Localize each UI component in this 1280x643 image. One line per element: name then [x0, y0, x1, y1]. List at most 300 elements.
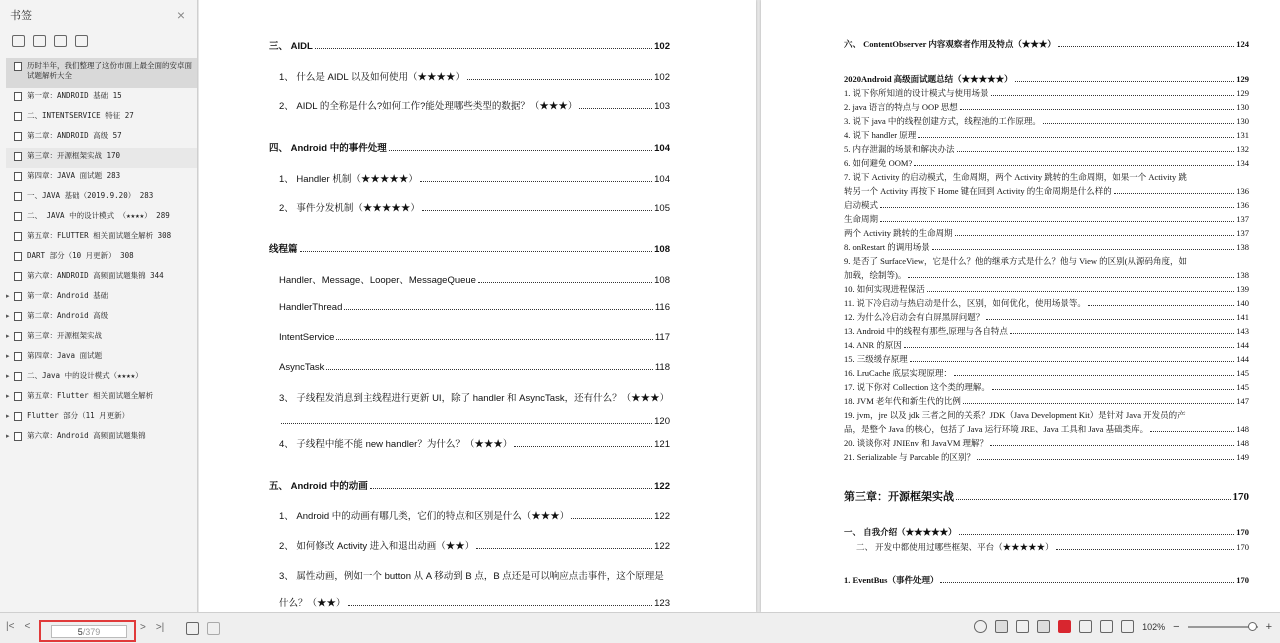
bookmark-item[interactable] [6, 128, 197, 148]
toc-entry[interactable] [844, 437, 1249, 449]
toc-leader [571, 511, 652, 519]
toc-entry-text: 1、 Android 中的动画有哪几类，它们的特点和区别是什么（★★★） [279, 511, 570, 522]
bookmark-label: 第三章：开源框架实战 [27, 331, 102, 340]
toc-entry-text: 2020Android 高级面试题总结（★★★★★） [844, 74, 1013, 84]
toc-entry-text: HandlerThread [279, 302, 343, 313]
toc-leader [908, 270, 1234, 278]
eye-icon[interactable] [974, 620, 987, 633]
toc-leader [955, 228, 1235, 236]
toc-leader [344, 302, 652, 310]
toc-entry-text: 线程篇 [269, 244, 298, 255]
page-nav-right [140, 622, 164, 633]
toc-entry[interactable] [269, 140, 670, 154]
toc-leader [880, 214, 1234, 222]
toc-entry-text: 三、 AIDL [269, 41, 313, 52]
toc-entry-text: 3. 说下 java 中的线程创建方式，线程池的工作原理。 [844, 116, 1041, 126]
toc-leader [467, 72, 652, 80]
toc-page-number: 116 [654, 302, 670, 313]
page-number-input[interactable] [51, 625, 127, 638]
toc-entry[interactable] [844, 269, 1249, 281]
toc-entry[interactable] [844, 143, 1249, 155]
page-nav [6, 621, 30, 632]
toc-page-number: 136 [1236, 186, 1249, 196]
toc-leader [476, 541, 652, 549]
toc-entry-text: 六、 ContentObserver 内容观察者作用及特点（★★★） [844, 39, 1056, 49]
bookmark-page-icon [14, 272, 22, 281]
next-page-icon[interactable]: > [140, 622, 146, 633]
bookmark-label: 二、INTENTSERVICE 特征 27 [27, 111, 134, 120]
two-page-icon[interactable] [1037, 620, 1050, 633]
bookmark-page-icon [14, 312, 22, 321]
toc-entry[interactable] [279, 436, 670, 450]
toc-page-number: 132 [1236, 144, 1249, 154]
toc-page-number: 137 [1236, 228, 1249, 238]
prev-page-icon[interactable]: < [24, 621, 31, 632]
toc-entry-text: 2. java 语言的特点与 OOP 思想 [844, 102, 958, 112]
spacer [6, 171, 14, 172]
toc-entry-text: 什么？（★★） [279, 598, 346, 609]
toc-entry-text: 7. 说下 Activity 的启动模式，生命周期，两个 Activity 跳转的生命周期，如果一个 Activity 跳 [844, 172, 1187, 182]
fit-page-icon[interactable] [1100, 620, 1113, 633]
toc-entry[interactable] [269, 38, 670, 52]
toc-entry-text: 3、 属性动画，例如一个 button 从 A 移动到 B 点，B 点还是可以响应点击事件，这个原理是 [279, 571, 664, 582]
bookmark-item[interactable] [6, 328, 197, 348]
toc-page-number: 134 [1236, 158, 1249, 168]
toc-page-number: 131 [1236, 130, 1249, 140]
spacer [6, 231, 14, 232]
actual-size-icon[interactable] [1121, 620, 1134, 633]
bookmark-item[interactable] [6, 408, 197, 428]
toc-entry[interactable] [844, 367, 1249, 379]
toc-leader [478, 275, 652, 283]
toc-page-number: 123 [654, 598, 670, 609]
spacer [6, 151, 14, 152]
toc-page-number: 105 [654, 203, 670, 214]
toc-page-number: 122 [654, 481, 670, 492]
toc-entry[interactable] [279, 69, 670, 83]
toc-entry[interactable] [844, 574, 1249, 586]
bookmark-page-icon [14, 432, 22, 441]
toc-leader [957, 144, 1235, 152]
toc-page-number: 144 [1236, 354, 1249, 364]
toc-entry[interactable] [844, 353, 1249, 365]
toc-entry-text: 1. 说下你所知道的设计模式与使用场景 [844, 88, 989, 98]
toc-page-number: 145 [1236, 382, 1249, 392]
toc-page-number: 103 [654, 101, 670, 112]
toc-leader [910, 354, 1234, 362]
toc-leader [992, 382, 1234, 390]
play-icon[interactable] [1058, 620, 1071, 633]
toc-page-number: 170 [1236, 527, 1249, 537]
bookmark-icon[interactable] [75, 35, 88, 47]
toc-page-number: 117 [654, 332, 670, 343]
toc-page-number: 148 [1236, 438, 1249, 448]
toc-entry-text: 加载，绘制等)。 [844, 270, 907, 280]
expand-arrow-icon[interactable]: ▸ [6, 333, 10, 340]
toc-page-number: 121 [654, 439, 670, 450]
toc-entry-text: 3、 子线程发消息到主线程进行更新 UI，除了 handler 和 AsyncTask，还有什么？（★★★） [279, 393, 670, 404]
toc-entry-text: 五、 Android 中的动画 [269, 481, 368, 492]
bookmark-panel [0, 0, 198, 612]
toc-entry[interactable] [844, 451, 1249, 463]
toc-leader [1088, 298, 1234, 306]
toc-entry-text: 第三章：开源框架实战 [844, 491, 954, 503]
bookmark-label: 二、 JAVA 中的设计模式 （★★★★） 289 [27, 211, 170, 220]
toc-entry-text: 四、 Android 中的事件处理 [269, 143, 387, 154]
bookmark-label: 二、Java 中的设计模式（★★★★） [27, 371, 143, 380]
bookmark-item[interactable] [6, 188, 197, 208]
bookmark-label: 第五章：Flutter 相关面试题全解析 [27, 391, 154, 400]
zoom-slider[interactable] [1188, 626, 1258, 628]
toc-entry[interactable] [844, 526, 1249, 538]
toc-leader [918, 130, 1234, 138]
toc-leader [1150, 424, 1234, 432]
toc-entry-text: 品，是整个 Java 的核心，包括了 Java 运行环境 JRE、Java 工具和 Java 基础类库。 [844, 424, 1149, 434]
spacer [6, 91, 14, 92]
toc-leader [389, 143, 652, 151]
toc-entry-text: 14. ANR 的原因 [844, 340, 902, 350]
toc-page-number: 139 [1236, 284, 1249, 294]
toc-page-number: 144 [1236, 340, 1249, 350]
bookmark-item[interactable] [6, 228, 197, 248]
toc-entry[interactable] [279, 302, 670, 313]
bookmark-page-icon [14, 62, 22, 71]
toc-leader [1015, 74, 1235, 82]
bookmark-label: 第四章：JAVA 面试题 283 [27, 171, 121, 180]
toc-leader [960, 102, 1235, 110]
expand-arrow-icon[interactable]: ▸ [6, 353, 10, 360]
toc-entry[interactable] [279, 390, 670, 404]
expand-arrow-icon[interactable]: ▸ [6, 373, 10, 380]
toc-entry[interactable] [844, 381, 1249, 393]
expand-arrow-icon[interactable]: ▸ [6, 293, 10, 300]
toc-entry-text: 生命周期 [844, 214, 879, 224]
toc-entry-text: IntentService [279, 332, 335, 343]
toc-entry-text: 4. 说下 handler 原理 [844, 130, 917, 140]
toc-page-number: 141 [1236, 312, 1249, 322]
toc-page-number: 136 [1236, 200, 1249, 210]
single-page-icon[interactable] [995, 620, 1008, 633]
toc-entry[interactable] [844, 38, 1249, 50]
toc-entry[interactable] [269, 241, 670, 255]
bookmark-label: 一、JAVA 基础（2019.9.20） 283 [27, 191, 154, 200]
toc-leader [422, 203, 652, 211]
expand-arrow-icon[interactable]: ▸ [6, 393, 10, 400]
forward-icon[interactable] [207, 622, 220, 635]
bookmark-page-icon [14, 252, 22, 261]
bookmark-page-icon [14, 92, 22, 101]
bookmark-label: 第二章：ANDROID 高级 57 [27, 131, 122, 140]
toc-leader [991, 88, 1235, 96]
toc-entry[interactable] [844, 297, 1249, 309]
bookmark-item[interactable] [6, 88, 197, 108]
zoom-level[interactable]: 102% [1142, 621, 1166, 632]
bookmark-item[interactable] [6, 288, 197, 308]
bookmark-page-icon [14, 132, 22, 141]
toc-leader [990, 438, 1234, 446]
toc-leader [956, 492, 1231, 500]
toc-leader [977, 452, 1234, 460]
toc-entry[interactable] [844, 199, 1249, 211]
bookmark-item[interactable] [6, 388, 197, 408]
bookmark-item[interactable] [6, 428, 197, 448]
toc-entry[interactable] [844, 409, 1249, 421]
toc-entry-text: 11. 说下冷启动与热启动是什么，区别，如何优化，使用场景等。 [844, 298, 1086, 308]
bookmark-toolbar [0, 30, 197, 52]
toc-entry[interactable] [844, 423, 1249, 435]
toc-entry-text: 启动模式 [844, 200, 879, 210]
bookmark-label: Flutter 部分（11 月更新） [27, 411, 130, 420]
bookmark-page-icon [14, 372, 22, 381]
toc-leader [370, 481, 652, 489]
toc-leader [932, 242, 1235, 250]
spacer [6, 61, 14, 62]
toc-entry[interactable] [279, 508, 670, 522]
view-tools [974, 620, 1272, 633]
document-viewport[interactable] [199, 0, 1280, 612]
toc-leader [1056, 542, 1235, 550]
toc-entry-text: 2、 如何修改 Activity 进入和退出动画（★★） [279, 541, 475, 552]
toc-page-number: 124 [1236, 39, 1249, 49]
bookmark-label: 第三章：开源框架实战 170 [27, 151, 121, 160]
bookmark-page-icon [14, 212, 22, 221]
bookmark-item[interactable] [6, 108, 197, 128]
zoom-knob[interactable] [1248, 622, 1257, 631]
toc-left [269, 38, 670, 608]
toc-entry[interactable] [844, 157, 1249, 169]
toc-entry[interactable] [844, 283, 1249, 295]
toc-leader [348, 598, 653, 606]
toc-entry[interactable] [844, 227, 1249, 239]
bookmark-label: 第一章：Android 基础 [27, 291, 109, 300]
toc-entry-text: 10. 如何实现进程保活 [844, 284, 925, 294]
bookmark-item[interactable] [6, 248, 197, 268]
spacer [6, 191, 14, 192]
toc-page-number: 147 [1236, 396, 1249, 406]
toc-entry[interactable] [844, 87, 1249, 99]
bookmark-header [0, 0, 197, 30]
toc-page-number: 122 [654, 541, 670, 552]
toc-page-number: 108 [654, 244, 670, 255]
toc-entry[interactable] [279, 595, 670, 609]
toc-entry[interactable] [844, 185, 1249, 197]
toc-page-number: 118 [654, 362, 670, 373]
toc-leader [880, 200, 1234, 208]
expand-all-icon[interactable] [12, 35, 25, 47]
toc-entry[interactable] [844, 241, 1249, 253]
toc-page-number: 104 [654, 174, 670, 185]
spacer [6, 211, 14, 212]
toc-page-number: 140 [1236, 298, 1249, 308]
toc-right [844, 38, 1249, 608]
toc-leader [927, 284, 1234, 292]
toc-leader [420, 174, 652, 182]
toc-entry[interactable] [844, 339, 1249, 351]
toc-entry[interactable] [279, 272, 670, 286]
toc-leader [986, 312, 1234, 320]
toc-entry[interactable] [279, 362, 670, 373]
toc-page-number: 170 [1232, 491, 1249, 503]
bookmark-page-icon [14, 192, 22, 201]
toc-entry[interactable] [844, 488, 1249, 504]
bookmark-item[interactable] [6, 168, 197, 188]
toc-entry[interactable] [279, 98, 670, 112]
spacer [6, 271, 14, 272]
page-indicator-highlight [39, 620, 136, 642]
toc-entry-text: 8. onRestart 的调用场景 [844, 242, 930, 252]
toc-entry[interactable] [279, 171, 670, 185]
bookmark-item[interactable] [6, 308, 197, 328]
toc-page-number: 138 [1236, 270, 1249, 280]
bookmark-item[interactable] [6, 58, 197, 88]
toc-leader [940, 575, 1234, 583]
toc-page-number: 149 [1236, 452, 1249, 462]
toc-page-number: 130 [1236, 102, 1249, 112]
pdf-page-right [761, 0, 1280, 612]
toc-page-number: 143 [1236, 326, 1249, 336]
toc-page-number: 137 [1236, 214, 1249, 224]
toc-entry[interactable] [269, 478, 670, 492]
spacer [6, 251, 14, 252]
bookmark-label: 历时半年，我们整理了这份市面上最全面的安卓面试题解析大全 [27, 61, 192, 80]
toc-entry[interactable] [844, 73, 1249, 85]
first-page-icon[interactable]: |< [6, 621, 15, 632]
bookmark-page-icon [14, 332, 22, 341]
bookmark-list [0, 58, 197, 448]
bookmark-label: 第六章：Android 高频面试题集锦 [27, 431, 146, 440]
toc-page-number: 102 [654, 72, 670, 83]
bookmark-label: 第二章：Android 高级 [27, 311, 109, 320]
toc-leader [954, 368, 1234, 376]
toc-entry-text: 5. 内存泄漏的场景和解决办法 [844, 144, 955, 154]
toc-entry-text: 转另一个 Activity 再按下 Home 键在回到 Activity 的生命周期是什么样的 [844, 186, 1112, 196]
toc-leader [904, 340, 1234, 348]
toc-entry-text: 6. 如何避免 OOM? [844, 158, 913, 168]
pdf-page-left [199, 0, 756, 612]
toc-entry[interactable] [844, 115, 1249, 127]
last-page-icon[interactable]: >| [155, 622, 165, 633]
toc-entry-text: 9. 是否了 SurfaceView，它是什么？他的继承方式是什么？他与 View 的区别(从源码角度，如 [844, 256, 1187, 266]
toc-entry[interactable] [279, 538, 670, 552]
spacer [6, 131, 14, 132]
toc-entry-text: 17. 说下你对 Collection 这个类的理解。 [844, 382, 990, 392]
expand-arrow-icon[interactable]: ▸ [6, 413, 10, 420]
expand-arrow-icon[interactable]: ▸ [6, 313, 10, 320]
close-icon[interactable]: × [176, 7, 185, 23]
toc-page-number: 129 [1236, 74, 1249, 84]
toc-entry-text: 4、 子线程中能不能 new handler？为什么？（★★★） [279, 439, 513, 450]
zoom-out-icon[interactable]: − [1173, 620, 1180, 633]
toc-leader [326, 362, 652, 370]
toc-entry-text: 21. Serializable 与 Parcable 的区别？ [844, 452, 976, 462]
zoom-in-icon[interactable]: + [1265, 620, 1272, 633]
bookmark-label: 第五章：FLUTTER 相关面试题全解析 308 [27, 231, 172, 240]
toc-entry-text: 1. EventBus（事件处理） [844, 575, 939, 585]
toc-leader [1058, 39, 1234, 47]
toc-page-number: 104 [654, 143, 670, 154]
bookmark-page-icon [14, 112, 22, 121]
bookmark-page-icon [14, 152, 22, 161]
total-pages: /379 [82, 627, 101, 637]
toc-leader [1043, 116, 1234, 124]
toc-entry-text: 12. 为什么冷启动会有白屏黑屏问题？ [844, 312, 985, 322]
bookmark-item[interactable] [6, 348, 197, 368]
toc-entry-text: 19. jvm，jre 以及 jdk 三者之间的关系？JDK（Java Development Kit）是针对 Java 开发员的产 [844, 410, 1186, 420]
toc-entry[interactable] [844, 325, 1249, 337]
toc-entry[interactable] [279, 200, 670, 214]
toc-entry[interactable] [844, 395, 1249, 407]
toc-entry[interactable] [844, 255, 1249, 267]
spacer [6, 111, 14, 112]
bookmark-item[interactable] [6, 208, 197, 228]
bookmark-title: 书签 [10, 10, 32, 22]
toc-leader [959, 527, 1235, 535]
toc-page-number: 170 [1236, 542, 1249, 552]
toc-leader [336, 332, 652, 340]
bookmark-page-icon [14, 412, 22, 421]
toc-entry-text: 一、 自我介绍（★★★★★） [844, 527, 957, 537]
bookmark-item[interactable] [6, 148, 197, 168]
back-icon[interactable] [186, 622, 199, 635]
toc-entry[interactable] [279, 416, 670, 427]
toc-page-number: 122 [654, 511, 670, 522]
toc-entry[interactable] [844, 213, 1249, 225]
toc-entry-text: 1、 什么是 AIDL 以及如何使用（★★★★） [279, 72, 465, 83]
toc-entry[interactable] [279, 332, 670, 343]
add-bookmark-icon[interactable] [54, 35, 67, 47]
bookmark-page-icon [14, 172, 22, 181]
toc-leader [963, 396, 1234, 404]
bookmark-item[interactable] [6, 268, 197, 288]
bookmark-label: 第四章：Java 面试题 [27, 351, 103, 360]
toc-page-number: 108 [654, 275, 670, 286]
toc-entry[interactable] [844, 311, 1249, 323]
bookmark-label: 第一章：ANDROID 基础 15 [27, 91, 122, 100]
toc-leader [300, 244, 653, 252]
toc-entry-text: 两个 Activity 跳转的生命周期 [844, 228, 953, 238]
toc-page-number: 120 [654, 416, 670, 427]
toc-entry[interactable] [844, 129, 1249, 141]
toc-entry-text: 二、 开发中都使用过哪些框架、平台（★★★★★） [856, 542, 1054, 552]
bookmark-item[interactable] [6, 368, 197, 388]
toc-page-number: 145 [1236, 368, 1249, 378]
toc-page-number: 102 [654, 41, 670, 52]
toc-entry[interactable] [844, 171, 1249, 183]
toc-page-number: 129 [1236, 88, 1249, 98]
collapse-all-icon[interactable] [33, 35, 46, 47]
toc-entry-text: Handler、Message、Looper、MessageQueue [279, 275, 476, 286]
continuous-icon[interactable] [1016, 620, 1029, 633]
toc-entry-text: AsyncTask [279, 362, 325, 373]
bookmark-page-icon [14, 392, 22, 401]
expand-arrow-icon[interactable]: ▸ [6, 433, 10, 440]
toc-leader [1010, 326, 1234, 334]
toc-entry-text: 1、 Handler 机制（★★★★★） [279, 174, 418, 185]
toc-entry-text: 15. 三级缓存原理 [844, 354, 908, 364]
toc-entry[interactable] [279, 568, 670, 582]
toc-page-number: 130 [1236, 116, 1249, 126]
extra-nav [186, 622, 220, 635]
toc-leader [281, 416, 652, 424]
fit-width-icon[interactable] [1079, 620, 1092, 633]
toc-entry-text: 20. 谈谈你对 JNIEnv 和 JavaVM 理解？ [844, 438, 989, 448]
toc-entry[interactable] [844, 101, 1249, 113]
bookmark-label: DART 部分（10 月更新） 308 [27, 251, 134, 260]
toc-entry-text: 2、 事件分发机制（★★★★★） [279, 203, 420, 214]
toc-leader [514, 439, 652, 447]
toc-entry[interactable] [856, 541, 1249, 553]
bookmark-page-icon [14, 352, 22, 361]
